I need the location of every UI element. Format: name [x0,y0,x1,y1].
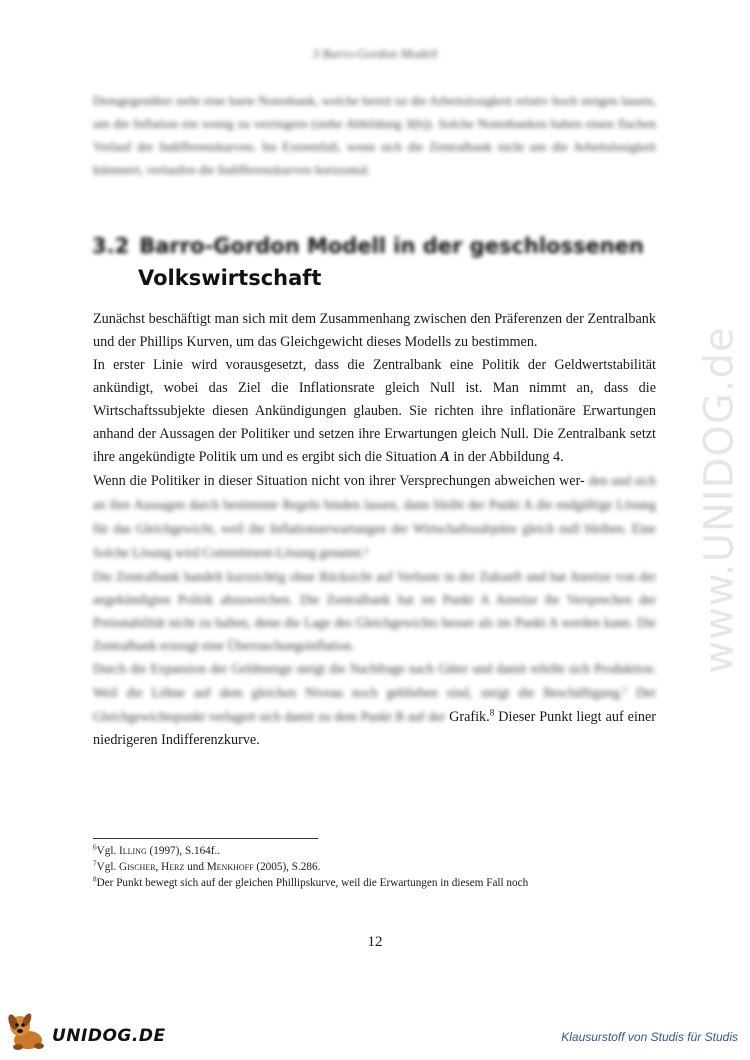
paragraph-2-text: In erster Linie wird vorausgesetzt, dass die Zentralbank eine Politik der Geldwertstabilität ankündigt, wobei das Ziel die Inflationsrate gleich Null ist. Man nimmt an, dass die Wirtschaftssubjekte diesen Ankündigungen glauben. Sie richten ihre inflationäre Erwartungen anhand der Aussagen der Politiker und setzen ihre Erwartungen gleich Null. Die Zentralbank setzt ihre angekündigte Politik um und es ergibt sich die Situation [93,357,656,465]
footnote-ref-8: 8 [489,707,495,718]
footnote-6-number: 6 [93,843,97,852]
main-text [93,308,656,752]
footnote-8-number: 8 [93,875,97,884]
footnote-7-prefix: Vgl. [96,861,120,873]
page-number: 12 [367,934,383,950]
paragraph-5 [93,657,656,752]
paragraph-1: Zunächst beschäftigt man sich mit dem Zusammenhang zwischen den Präferenzen der Zentralbank und der Phillips Kurven, um das Gleichgewicht dieses Modells zu bestimmen. [93,311,656,350]
footnote-7 [93,859,663,875]
footnote-7-number: 7 [93,859,97,868]
footnote-6-prefix: Vgl. [96,845,120,857]
footnote-rule [93,838,318,839]
paragraph-3-blurred: den und sich an ihre Aussagen durch bestimmte Regeln binden lassen, dann bleibt der Punkt A die endgültige Lösung für das Gleichgewicht, weil die Inflationserwartungen der Wirtschaftssubjekte gleich null bleiben. Eine Solche Lösung wird Commitment-Lösung genannt.⁶ [93,473,656,560]
footnote-6 [93,843,663,859]
paragraph-4: Die Zentralbank handelt kurzsichtig ohne Rücksicht auf Verluste in der Zukunft und hat Anreize von der angekündigten Politik abzuweichen. Die Zentralbank hat im Punkt A Anreize ihr Versprechen der Preisstabilität nicht zu halten, denn die Lage des Gleichgewichts besser als im Punkt A werden kann. Die Zentralbank erzeugt eine Überraschungsinflation. [93,569,656,653]
paragraph-5-blurred: Durch die Expansion der Geldmenge steigt die Nachfrage nach Güter und damit erhöht sich Produktion. Weil die Löhne auf dem gleichen Niveau noch geblieben sind, steigt die Beschäftigung.⁷ Der Gleichgewichtspunkt verlagert sich damit zu dem Punkt B auf der [93,661,656,724]
footnote-7-author: Gischer, Herz [119,861,185,873]
footnotes [93,843,663,891]
section-heading [92,230,644,294]
paragraph-3 [93,469,656,565]
unidog-logo[interactable] [6,1012,166,1052]
footnote-7-rest: (2005), S.286. [253,861,321,873]
running-head: 3 Barro-Gordon Modell [312,46,438,61]
paragraph-2-end: in der Abbildung 4. [453,449,564,465]
watermark-text: www.UNIDOG.de [697,326,743,674]
section-title-line1: Barro-Gordon Modell in der geschlossenen [139,234,644,258]
section-number: 3.2 [92,234,130,258]
intro-paragraph: Demgegenüber steht eine harte Notenbank, welche bereit ist die Arbeitslosigkeit relativ hoch steigen lassen, um die Inflation ein wenig zu verringern (siehe Abbildung 3(b)). Solche Notenbanken haben einen flachen Verlauf der Indifferenzkurven. Im Extremfall, wenn sich die Zentralbank nicht um die Arbeitslosigkeit kümmert, verlaufen die Indifferenzkurven horizontal. [93,93,656,177]
footnote-6-rest: (1997), S.164f.. [146,845,221,857]
dog-mascot-icon [6,1012,54,1052]
logo-text: UNIDOG.DE [52,1026,166,1046]
paragraph-5-end-b: Dieser Punkt liegt auf einer niedrigeren Indifferenzkurve. [93,709,657,748]
paragraph-5-end-a: Grafik. [449,709,490,725]
paragraph-3-clear: Wenn die Politiker in dieser Situation nicht von ihrer Versprechungen abweichen wer- [93,473,585,489]
footnote-7-author2: Menkhoff [206,861,254,873]
footer-slogan: Klausurstoff von Studis für Studis [561,1030,738,1044]
paragraph-2 [93,354,656,469]
footnote-7-mid: und [184,861,207,873]
watermark [690,270,750,730]
point-a-label: A [440,449,450,465]
footnote-6-author: Illing [119,845,147,857]
footnote-8 [93,875,663,891]
section-title-line2: Volkswirtschaft [138,266,322,290]
footnote-8-text: Der Punkt bewegt sich auf der gleichen Phillipskurve, weil die Erwartungen in diesem Fall noch [96,877,529,889]
